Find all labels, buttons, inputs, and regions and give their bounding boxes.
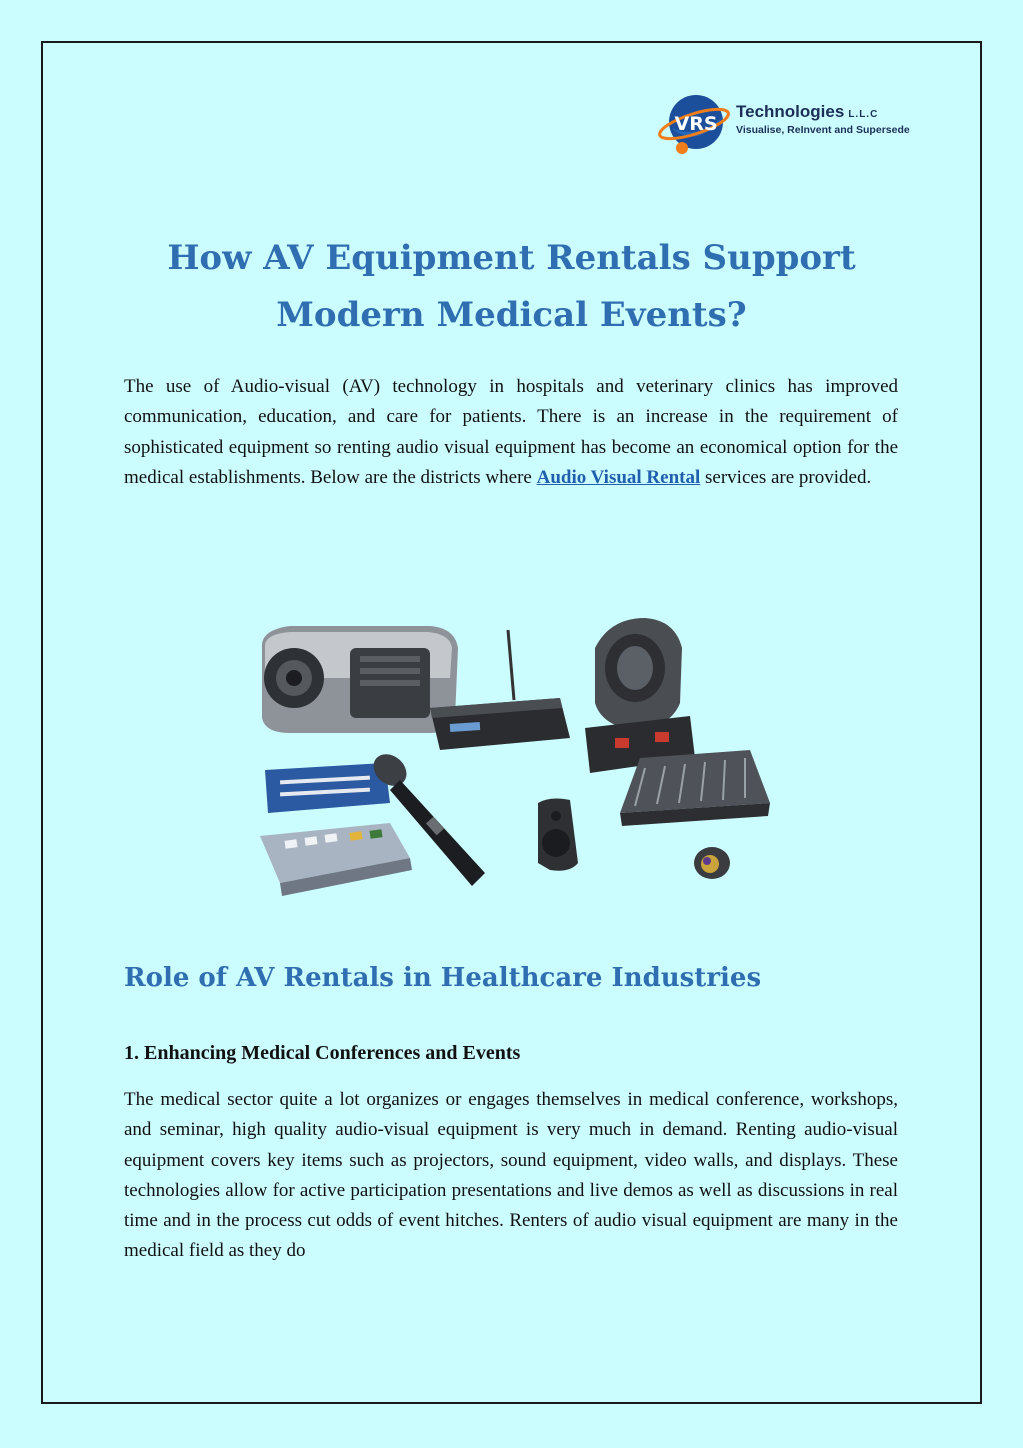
projector-icon	[262, 626, 458, 733]
av-equipment-image	[250, 608, 775, 898]
title-line-2: Modern Medical Events?	[276, 295, 747, 335]
moving-head-light-icon	[585, 618, 695, 773]
title-line-1: How AV Equipment Rentals Support	[167, 238, 856, 278]
effect-light-icon	[694, 847, 730, 879]
audio-mixer-icon	[620, 750, 770, 826]
audio-visual-rental-link[interactable]: Audio Visual Rental	[536, 466, 701, 488]
page-title	[41, 230, 982, 344]
subsection-heading: 1. Enhancing Medical Conferences and Events	[124, 1042, 521, 1064]
globe-logo-icon	[658, 88, 736, 158]
speaker-icon	[538, 799, 578, 871]
section-heading: Role of AV Rentals in Healthcare Industries	[124, 963, 762, 993]
logo-name: Technologies	[736, 102, 845, 121]
intro-text-start: The use of Audio-visual (AV) technology in hospitals and veterinary clinics has improved communication, education, and care for patients. There is an increase in the requirement of sophisticated equipment so renting audio visual equipment has become an economical option for the medical establishments. Below are the districts where	[124, 376, 898, 488]
subsection-paragraph: The medical sector quite a lot organizes or engages themselves in medical conference, workshops, and seminar, high quality audio-visual equipment is very much in demand. Renting audio-visual equipment covers key items such as projectors, sound equipment, video walls, and displays. These technologies allow for active participation presentations and live demos as well as discussions in real time and in the process cut odds of event hitches. Renters of audio visual equipment are many in the medical field as they do	[124, 1089, 898, 1262]
logo-suffix: L.L.C	[848, 109, 879, 120]
intro-paragraph	[124, 372, 898, 493]
company-logo	[658, 88, 908, 158]
logo-initials: VRS	[674, 113, 718, 135]
intro-text-end: services are provided.	[700, 466, 872, 488]
video-switcher-icon	[265, 763, 390, 813]
control-panel-icon	[260, 823, 412, 896]
logo-tagline: Visualise, ReInvent and Supersede	[736, 124, 910, 136]
